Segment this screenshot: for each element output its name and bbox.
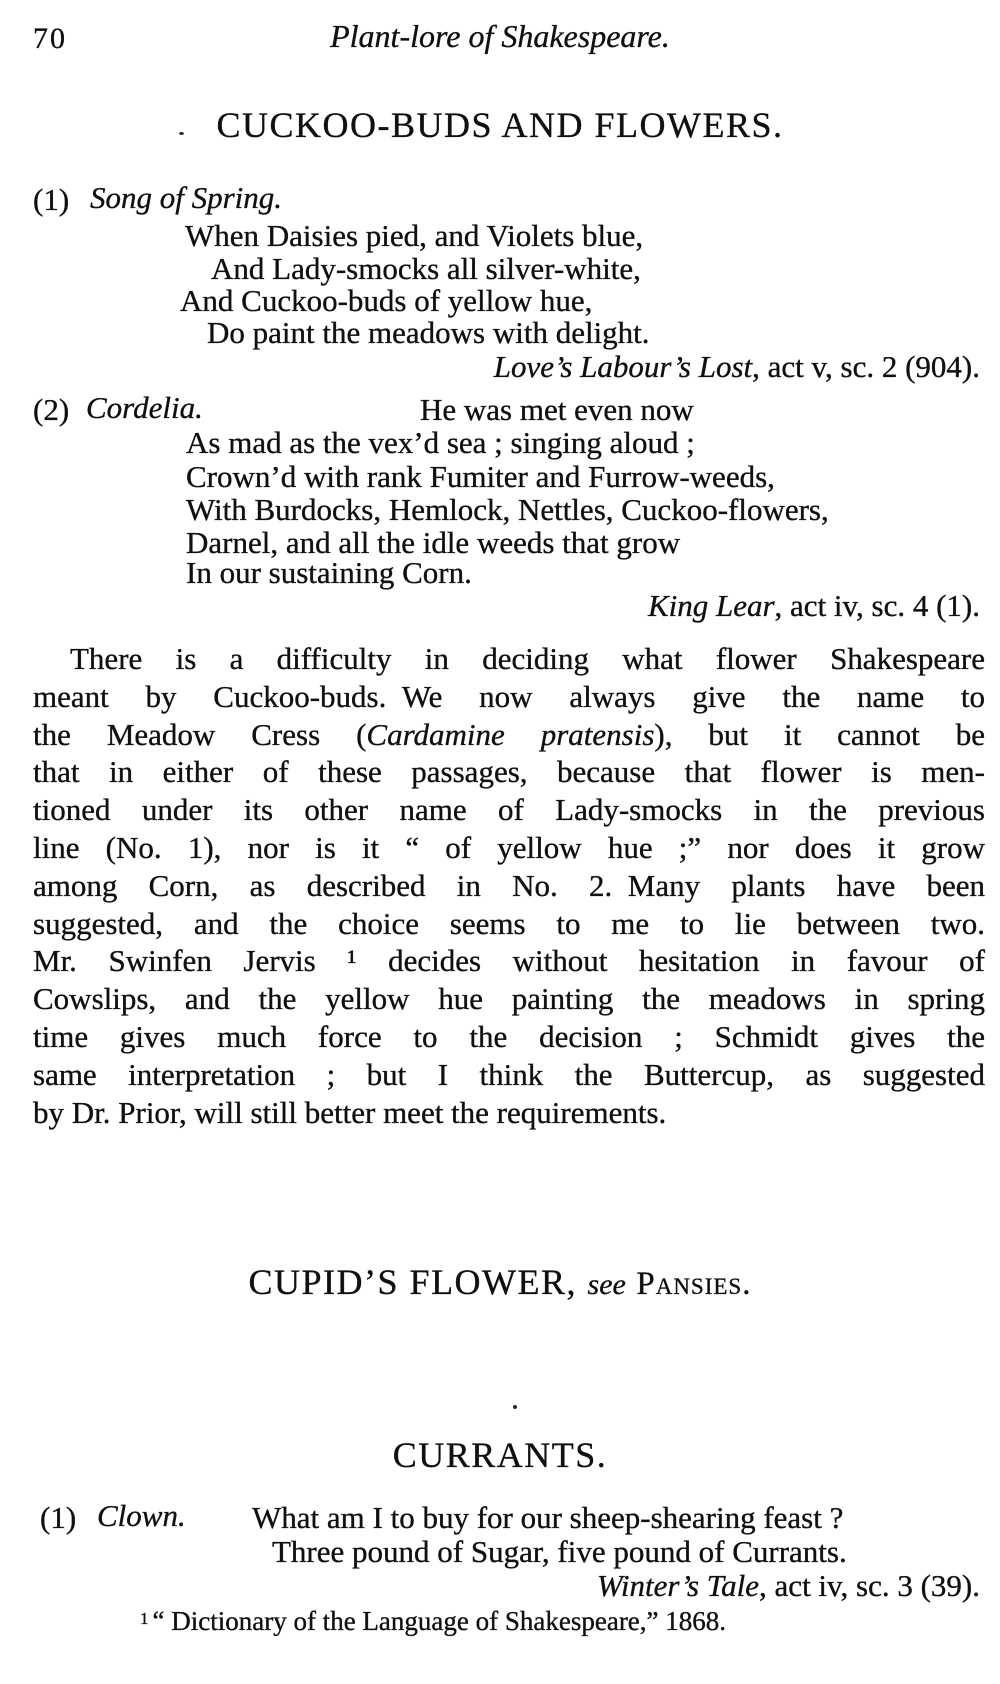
verse-line: And Lady-smocks all silver-white, bbox=[211, 251, 641, 286]
citation-ref: , act iv, sc. 4 (1). bbox=[774, 588, 980, 623]
citation-ref: , act iv, sc. 3 (39). bbox=[759, 1568, 980, 1603]
verse-line: When Daisies pied, and Violets blue, bbox=[185, 218, 644, 253]
footnote-marker: 1 bbox=[140, 1609, 149, 1628]
latin-name: Cardamine pratensis bbox=[366, 716, 655, 752]
paragraph-line: There is a difficulty in deciding what flower Shakespeare bbox=[70, 641, 985, 676]
verse-line: Darnel, and all the idle weeds that grow bbox=[186, 525, 681, 560]
paragraph-line: Cowslips, and the yellow hue painting the meadows in spring bbox=[33, 981, 985, 1017]
cross-reference-target: Pansies. bbox=[636, 1266, 752, 1302]
cross-reference-see: see bbox=[587, 1268, 626, 1301]
verse-line: He was met even now bbox=[420, 392, 694, 427]
citation bbox=[494, 349, 980, 385]
paragraph-line: the Meadow Cress (Cardamine pratensis), but it cannot be bbox=[33, 716, 985, 752]
divider-dot bbox=[513, 1405, 517, 1409]
citation bbox=[648, 588, 980, 624]
entry-number: (2) bbox=[33, 392, 70, 427]
citation-work: Winter’s Tale bbox=[596, 1568, 760, 1603]
heading-main: CUPID’S FLOWER, bbox=[248, 1262, 578, 1302]
body-paragraph bbox=[33, 640, 985, 1131]
verse-line: In our sustaining Corn. bbox=[186, 555, 472, 590]
verse-line: As mad as the vex’d sea ; singing aloud ; bbox=[186, 425, 695, 460]
verse-line: Do paint the meadows with delight. bbox=[207, 315, 650, 350]
citation-work: Love’s Labour’s Lost bbox=[493, 349, 753, 384]
citation-work: King Lear bbox=[647, 588, 775, 623]
running-title: Plant-lore of Shakespeare. bbox=[330, 18, 670, 54]
paragraph-line: Mr. Swinfen Jervis ¹ decides without hesitation in favour of bbox=[33, 943, 985, 979]
speaker-name: Clown. bbox=[97, 1498, 186, 1533]
verse-line: Crown’d with rank Fumiter and Furrow-weeds, bbox=[186, 459, 775, 494]
page-number: 70 bbox=[33, 22, 67, 55]
paragraph-line: meant by Cuckoo-buds. We now always give the name to bbox=[33, 678, 985, 714]
entry-number: (1) bbox=[33, 182, 70, 217]
paragraph-line: tioned under its other name of Lady-smocks in the previous bbox=[33, 792, 985, 828]
verse-line: What am I to buy for our sheep-shearing feast ? bbox=[252, 1500, 844, 1535]
footnote bbox=[140, 1606, 726, 1637]
paragraph-line: same interpretation ; but I think the Buttercup, as suggested bbox=[33, 1056, 985, 1092]
citation bbox=[597, 1568, 980, 1604]
section-heading-currants: CURRANTS. bbox=[392, 1435, 608, 1475]
verse-line: Three pound of Sugar, five pound of Currants. bbox=[272, 1534, 847, 1569]
paragraph-line: that in either of these passages, because that flower is men- bbox=[33, 754, 985, 790]
paragraph-line: suggested, and the choice seems to me to lie between two. bbox=[33, 905, 985, 941]
paragraph-line: time gives much force to the decision ; Schmidt gives the bbox=[33, 1018, 985, 1054]
paragraph-line: line (No. 1), nor is it “ of yellow hue ;” nor does it grow bbox=[33, 829, 985, 865]
section-heading-cupids-flower bbox=[0, 1261, 1000, 1303]
verse-line: And Cuckoo-buds of yellow hue, bbox=[180, 283, 593, 318]
section-heading-cuckoo-buds: CUCKOO-BUDS AND FLOWERS. bbox=[216, 105, 784, 145]
speaker-name: Cordelia. bbox=[86, 390, 203, 425]
entry-number: (1) bbox=[40, 1500, 77, 1535]
verse-line: With Burdocks, Hemlock, Nettles, Cuckoo-flowers, bbox=[186, 492, 829, 527]
paragraph-line: by Dr. Prior, will still better meet the requirements. bbox=[33, 1094, 667, 1130]
citation-ref: , act v, sc. 2 (904). bbox=[752, 349, 980, 384]
paragraph-line: among Corn, as described in No. 2. Many plants have been bbox=[33, 867, 985, 903]
speaker-name: Song of Spring. bbox=[90, 180, 283, 215]
footnote-text: “ Dictionary of the Language of Shakespeare,” 1868. bbox=[152, 1606, 727, 1636]
